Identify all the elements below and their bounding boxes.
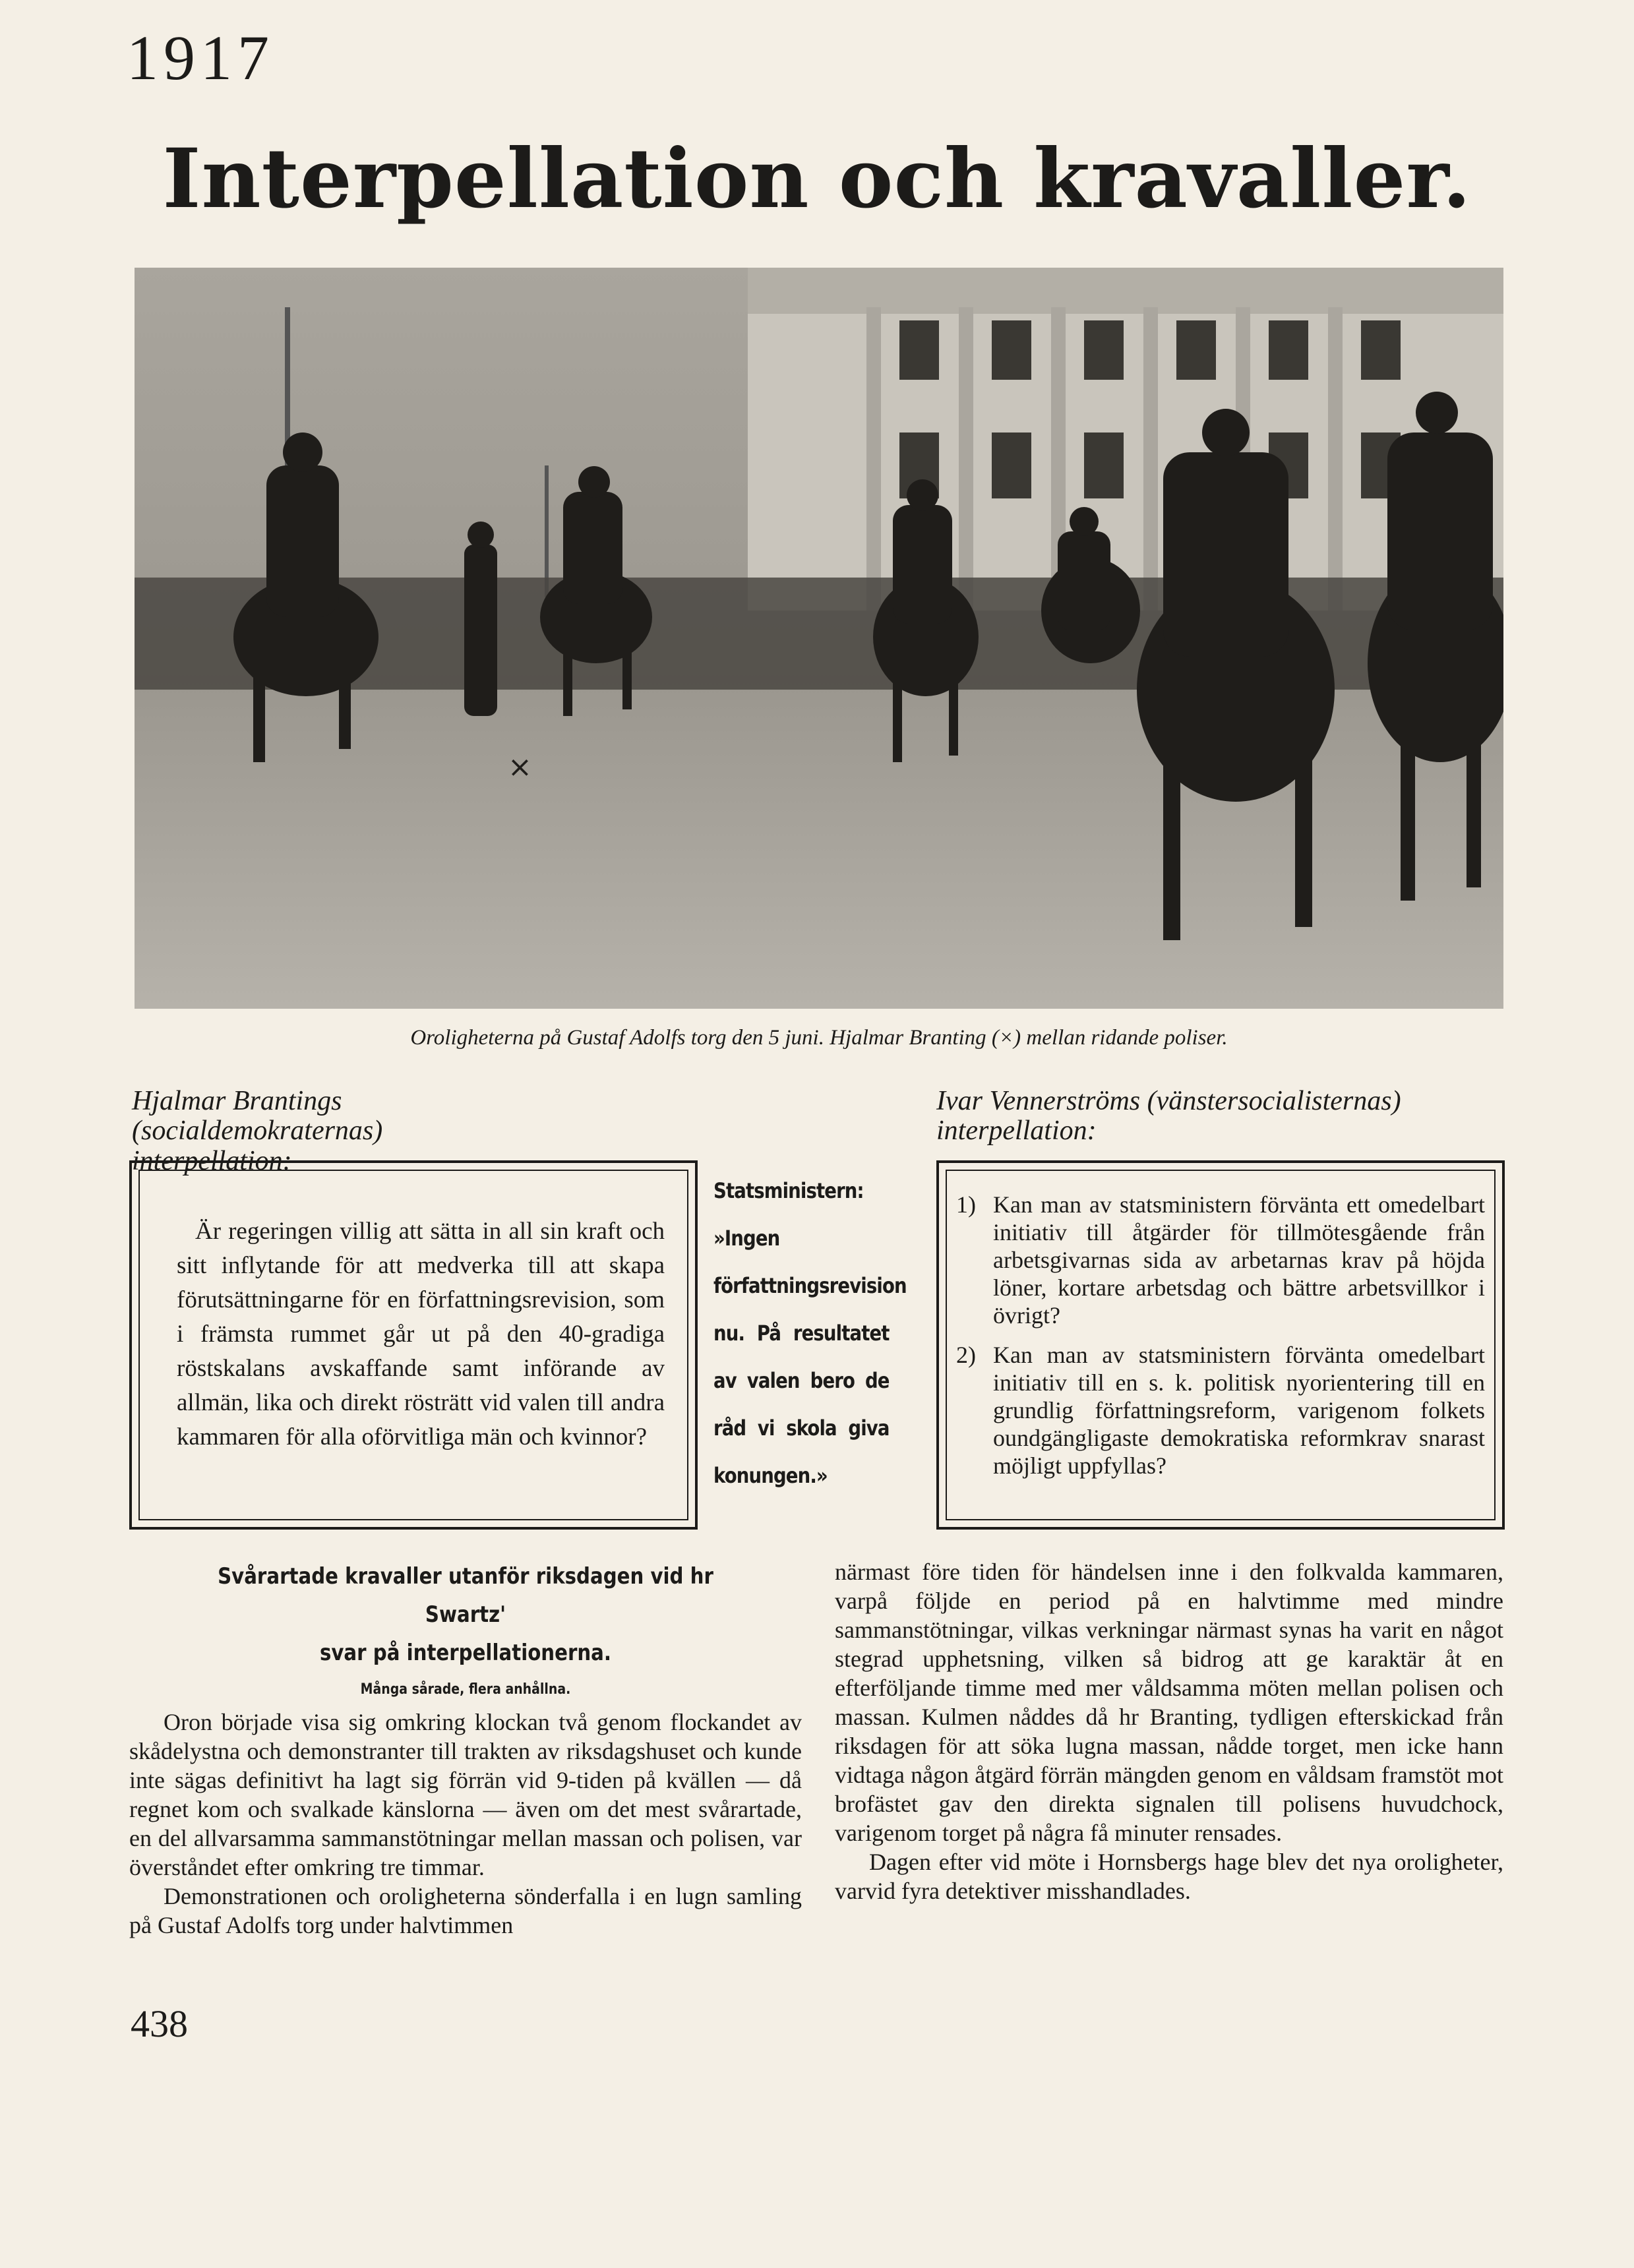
vennerstrom-interpellation-box [936, 1160, 1505, 1530]
page-title: Interpellation och kravaller. [162, 131, 1472, 227]
question-2: 2) Kan man av statsministern förvänta omedelbart initiativ till en s. k. politisk nyorientering till en grundlig författningsreform, varigenom folkets oundgängligaste demokratiska reformkrav snarast möjligt uppfyllas? [956, 1342, 1485, 1479]
mounted-police-photo [135, 268, 1503, 1009]
branting-marker: × [508, 750, 532, 784]
article-column-2: närmast före tiden för händelsen inne i den folkvalda kammaren, varpå följde en period på en halvtimme med mindre sammanstötningar, vilkas verkningar närmast synas ha varit en något stegrad upphetsning, vilken så bidrog att ge karaktär åt en efterföljande timme med mer våldsamma möten mellan polisen och massan. Kulmen nåddes då hr Branting, tydligen efterskickad från riksdagen för att söka lugna massan, nådde torget, men icke hann vidtaga någon åtgärd förrän mängden genom en våldsam framstöt mot brofästet gav den direkta signalen till polisens huvudchock, varigenom torget på några få minuter rensades. Dagen efter vid möte i Hornsbergs hage blev det nya oroligheter, varvid fyra detektiver misshandlades. [835, 1559, 1503, 1904]
article-headline-block [129, 1557, 802, 1698]
question-1: 1) Kan man av statsministern förvänta ett omedelbart initiativ till åtgärder för tillmötesgående från arbetsgivarnas sida av arbetarnas krav på höjda löner, kortare arbetsdag och bättre arbetsvillkor i övrigt? [956, 1191, 1485, 1328]
vennerstrom-interpellation-heading: Ivar Vennerströms (vänstersocialisternas) interpellation: [936, 1086, 1401, 1147]
year-heading: 1917 [127, 22, 274, 93]
article-column-1: Oron började visa sig omkring klockan två genom flockandet av skådelystna och demonstranter till trakten av riksdagshuset och kunde inte sägas definitivt ha lagt sig förrän vid 9-tiden på kvällen — då regnet kom och svalkade känslorna — även om det mest svårartade, en del allvarsamma sammanstötningar mellan massan och polisen, var överståndet efter omkring tre timmar. Demonstrationen och oroligheterna sönderfalla i en lugn samling på Gustaf Adolfs torg under halvtimmen [129, 1709, 802, 1938]
prime-minister-heading: Statsministern: [713, 1178, 864, 1203]
article-headline: Svårartade kravaller utanför riksdagen vid hr Swartz' svar på interpellationerna. [218, 1563, 713, 1666]
article-subheadline: Många sårade, flera anhållna. [360, 1681, 571, 1698]
page-number: 438 [131, 2002, 188, 2045]
branting-interpellation-text: Är regeringen villig att sätta in all sin kraft och sitt inflytande för att medverka till att skapa förutsättningarne för en författningsrevision, som i främsta rummet går ut på den 40-gradiga röstskalans avskaffande samt införande av allmän, lika och direkt rösträtt vid valen till andra kammaren för alla oförvitliga män och kvinnor? [177, 1218, 665, 1450]
photo-caption: Oroligheterna på Gustaf Adolfs torg den 5 juni. Hjalmar Branting (×) mellan ridande poliser. [410, 1026, 1228, 1050]
branting-interpellation-heading: Hjalmar Brantings (socialdemokraternas) interpellation: [132, 1086, 383, 1176]
branting-interpellation-box [129, 1160, 698, 1530]
news-photo [135, 268, 1503, 1009]
prime-minister-reply [713, 1167, 907, 1499]
prime-minister-quote: »Ingen författningsrevision nu. På resultatet av valen bero de råd vi skola giva konungen.» [713, 1226, 907, 1488]
